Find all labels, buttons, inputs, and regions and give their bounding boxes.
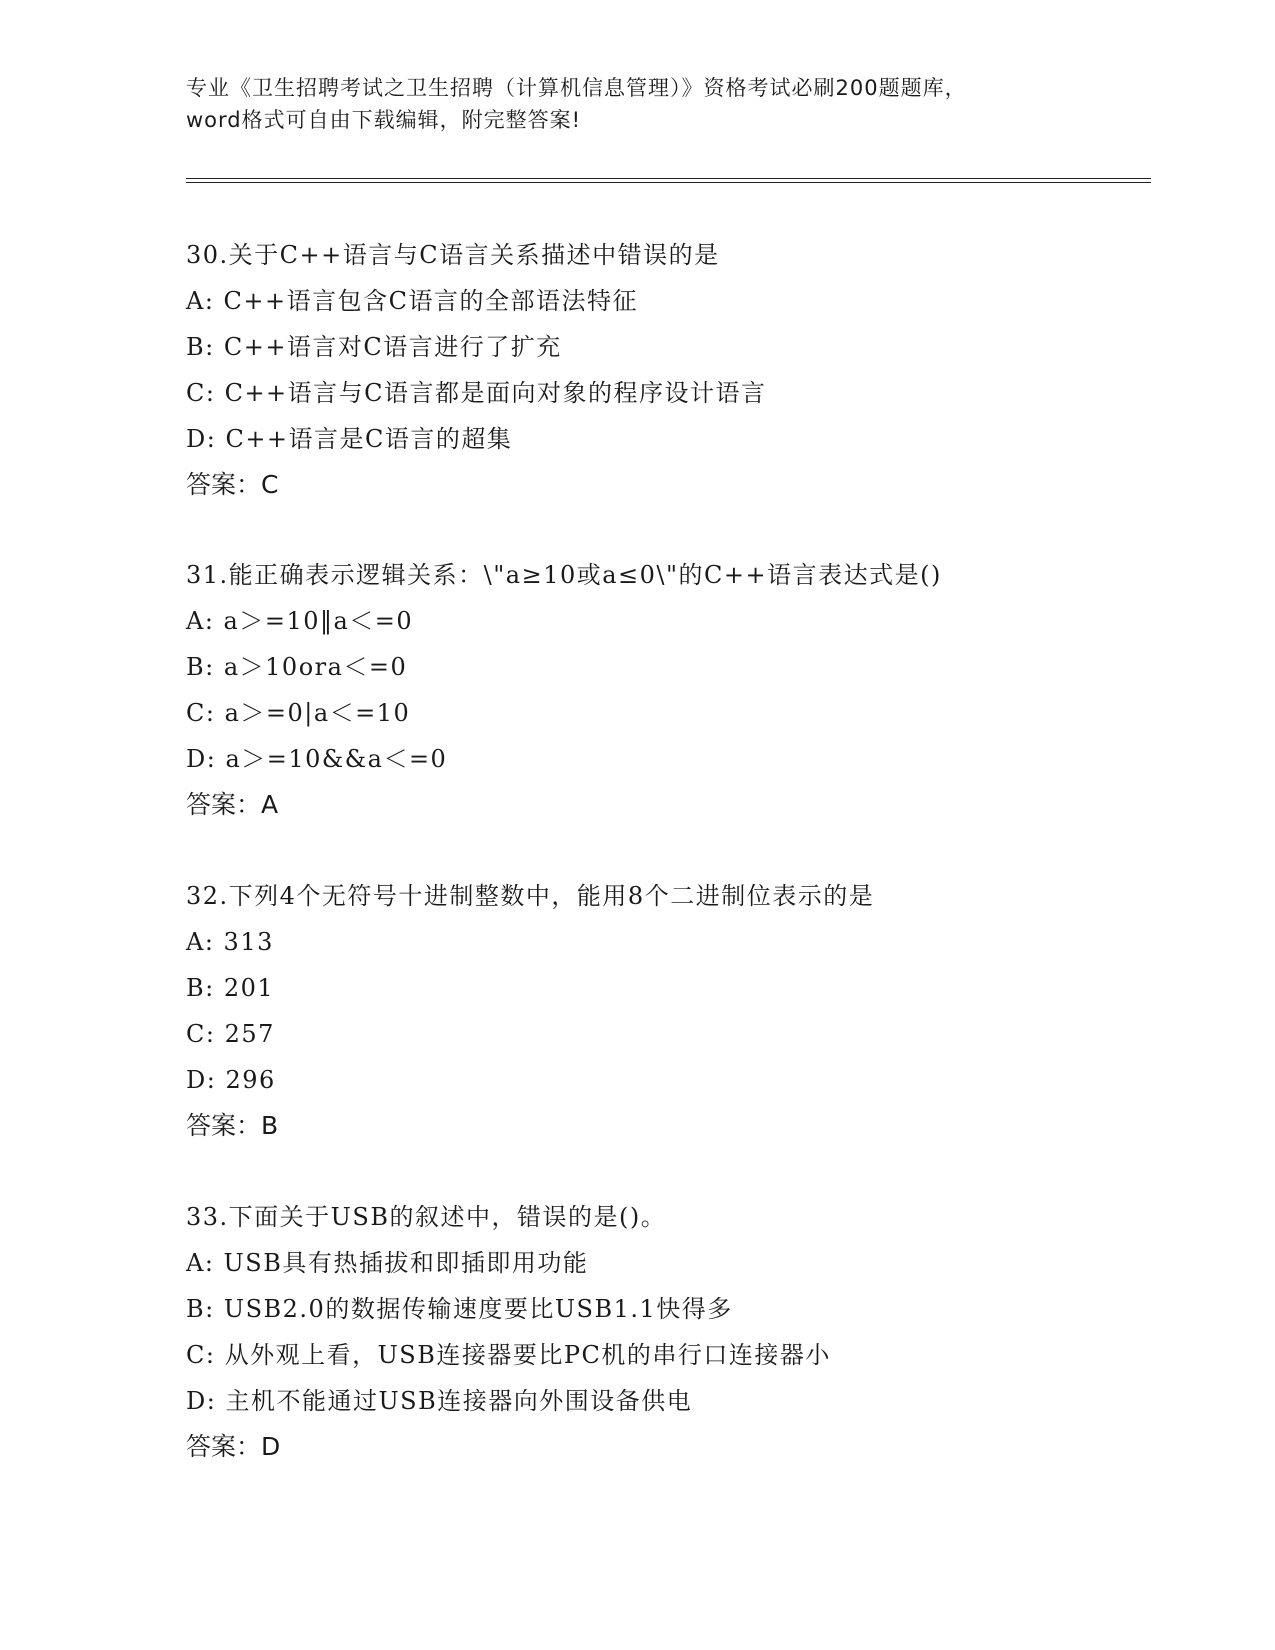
header-divider-top xyxy=(186,178,1151,179)
answer-label: 答案：D xyxy=(186,1432,281,1461)
question-stem: 32.下列4个无符号十进制整数中，能用8个二进制位表示的是 xyxy=(186,882,875,910)
option-a: A: C++语言包含C语言的全部语法特征 xyxy=(186,287,638,315)
option-d: D: 296 xyxy=(186,1066,276,1094)
question-30 xyxy=(186,232,1136,508)
option-c: C: a＞=0|a＜=10 xyxy=(186,699,411,727)
option-a: A: 313 xyxy=(186,928,274,956)
question-stem: 31.能正确表示逻辑关系：\"a≥10或a≤0\"的C++语言表达式是() xyxy=(186,561,942,589)
option-b: B: C++语言对C语言进行了扩充 xyxy=(186,333,562,361)
option-a: A: a＞=10‖a＜=0 xyxy=(186,607,414,635)
option-c: C: 257 xyxy=(186,1020,275,1048)
option-d: D: C++语言是C语言的超集 xyxy=(186,425,513,453)
question-33 xyxy=(186,1194,1136,1470)
option-b: B: USB2.0的数据传输速度要比USB1.1快得多 xyxy=(186,1295,733,1323)
document-header xyxy=(186,72,1086,136)
header-line-1: 专业《卫生招聘考试之卫生招聘（计算机信息管理）》资格考试必刷200题题库， xyxy=(186,76,967,100)
question-stem: 33.下面关于USB的叙述中，错误的是()。 xyxy=(186,1203,667,1231)
option-b: B: a＞10ora＜=0 xyxy=(186,653,408,681)
option-c: C: C++语言与C语言都是面向对象的程序设计语言 xyxy=(186,379,767,407)
option-a: A: USB具有热插拔和即插即用功能 xyxy=(186,1249,589,1277)
answer-label: 答案：C xyxy=(186,470,279,499)
answer-label: 答案：A xyxy=(186,790,279,819)
header-divider-bottom xyxy=(186,182,1151,183)
option-d: D: 主机不能通过USB连接器向外围设备供电 xyxy=(186,1387,693,1415)
question-32 xyxy=(186,873,1136,1149)
option-b: B: 201 xyxy=(186,974,275,1002)
option-c: C: 从外观上看，USB连接器要比PC机的串行口连接器小 xyxy=(186,1341,831,1369)
question-31 xyxy=(186,552,1136,828)
answer-label: 答案：B xyxy=(186,1111,279,1140)
option-d: D: a＞=10&&a＜=0 xyxy=(186,745,448,773)
header-line-2: word格式可自由下载编辑，附完整答案! xyxy=(186,108,582,132)
question-stem: 30.关于C++语言与C语言关系描述中错误的是 xyxy=(186,241,720,269)
